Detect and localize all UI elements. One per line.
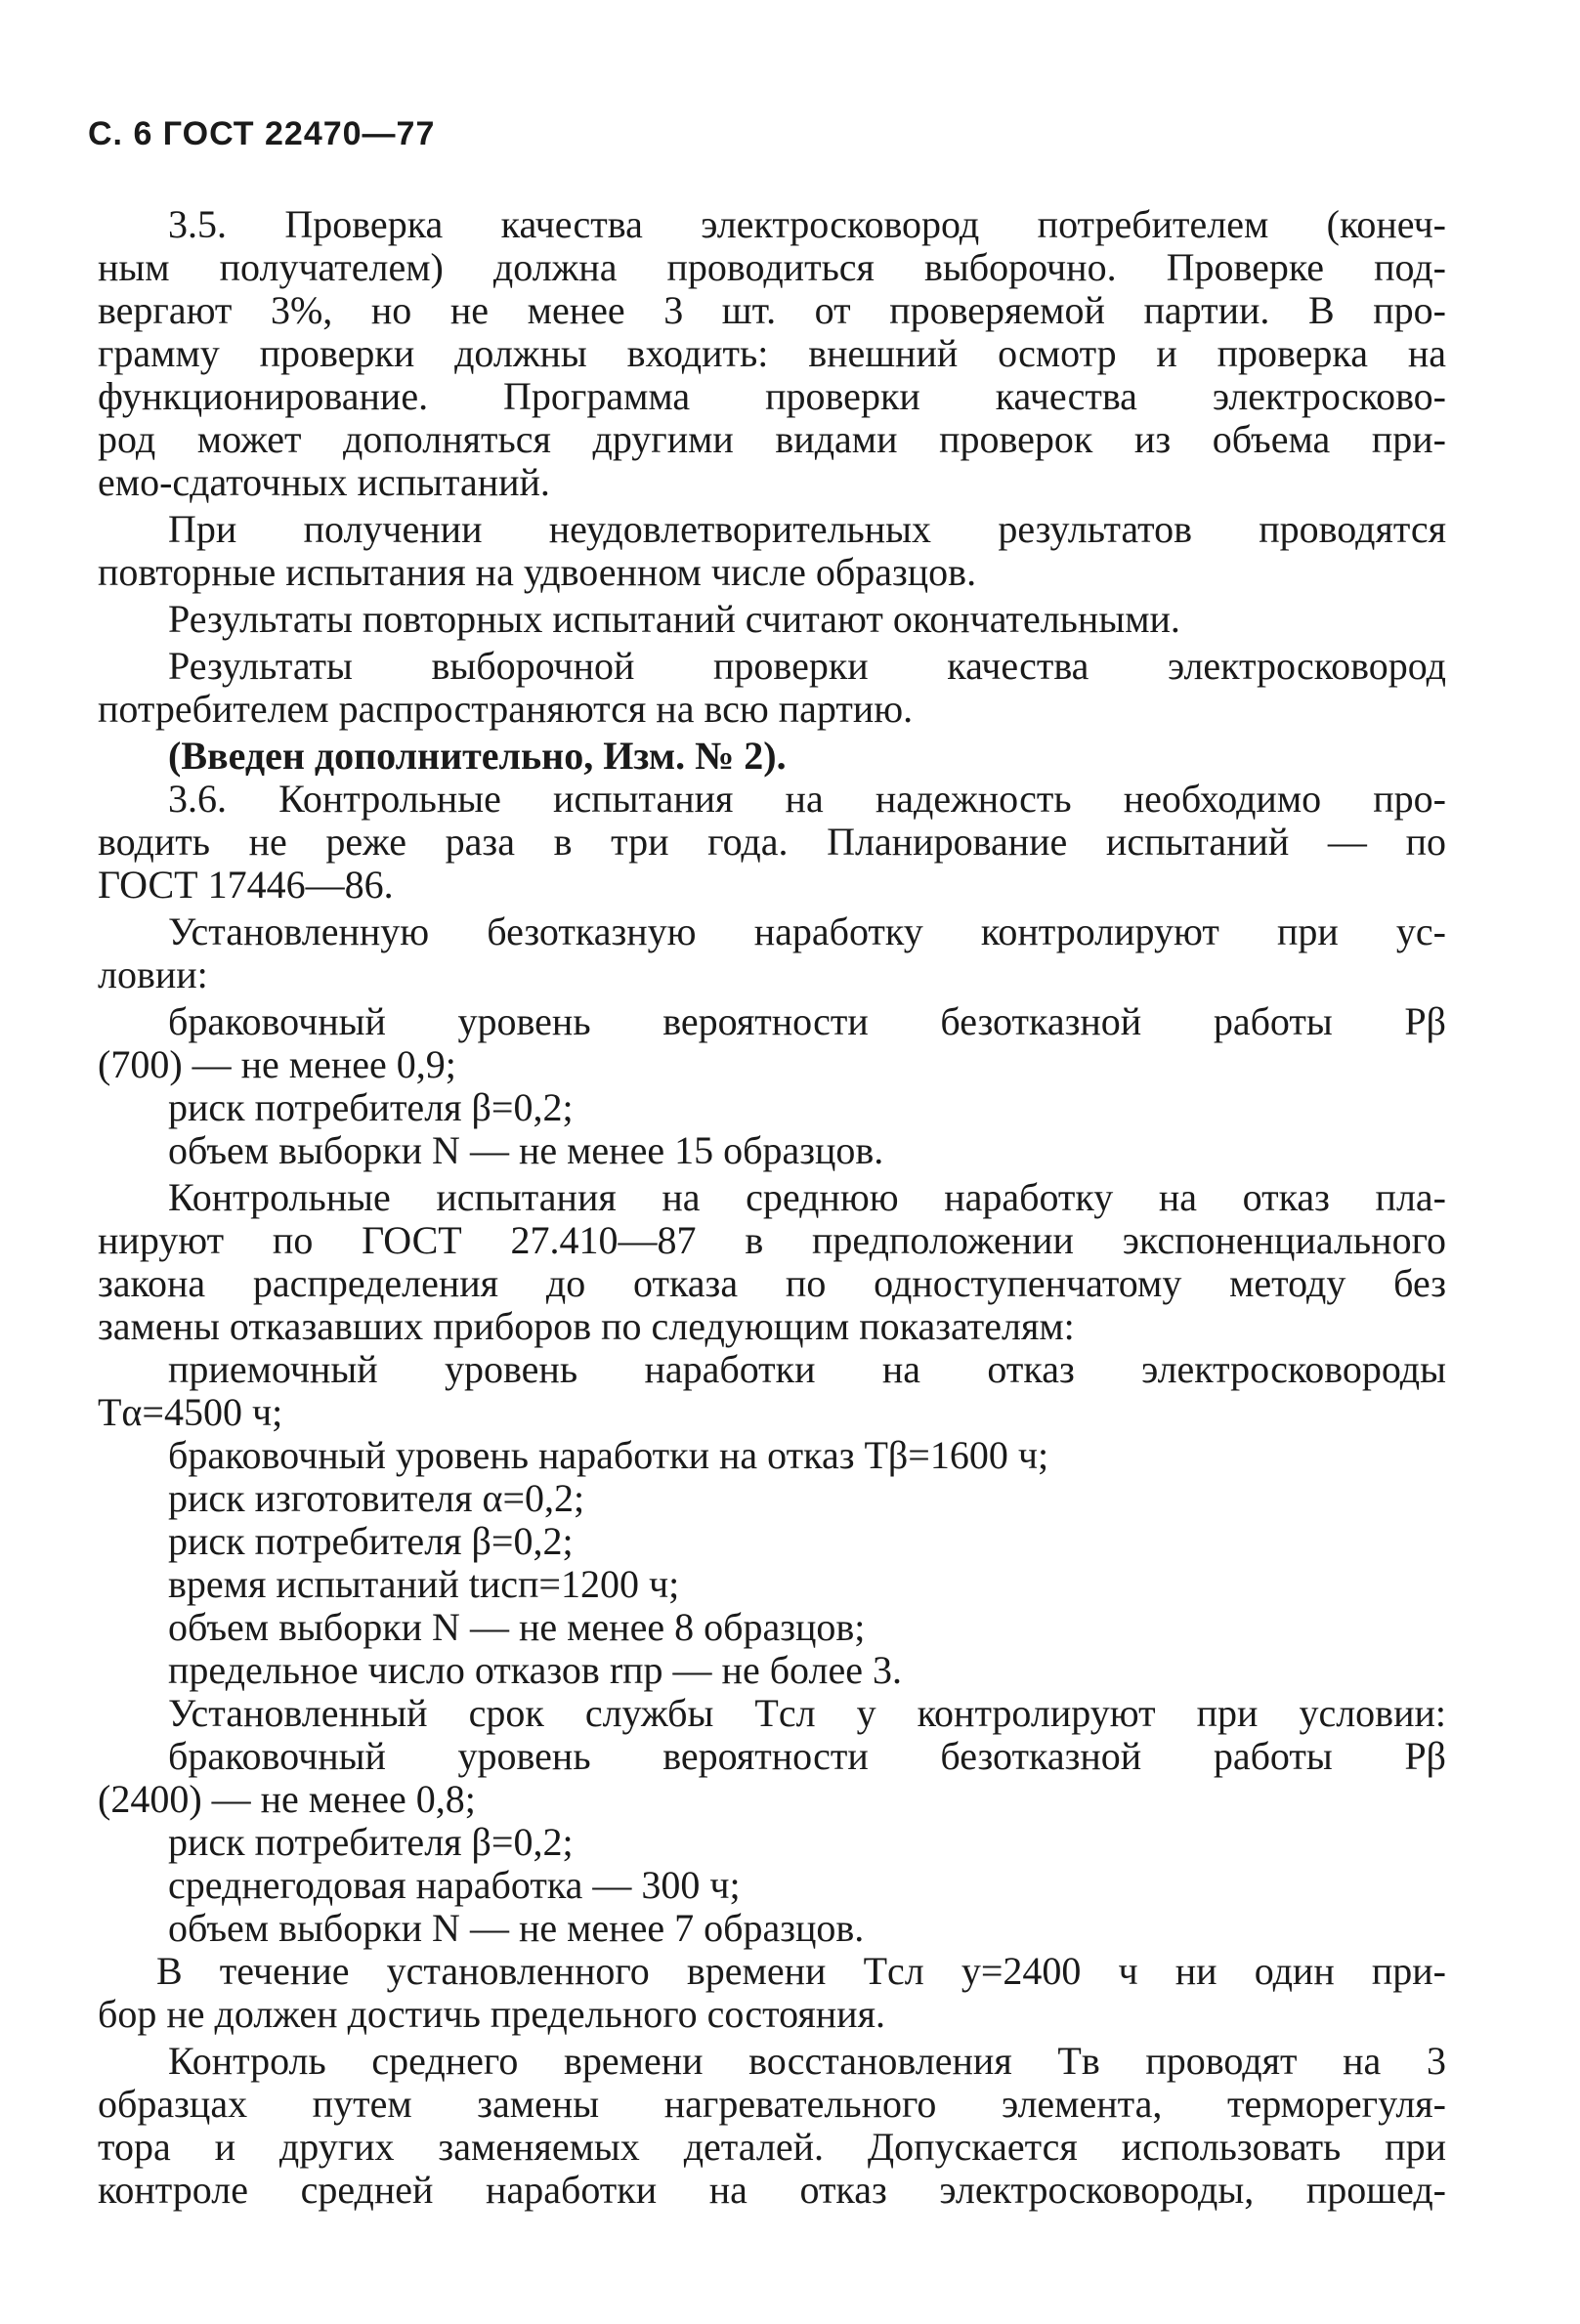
text-line: емо-сдаточных испытаний. bbox=[98, 460, 550, 504]
text-line: риск потребителя β=0,2; bbox=[168, 1820, 574, 1864]
text-line: объем выборки N — не менее 15 образцов. bbox=[168, 1128, 884, 1172]
text-line: водить не реже раза в три года. Планирование испытаний — по bbox=[98, 820, 1446, 864]
text-line: Контрольные испытания на среднюю наработку на отказ пла- bbox=[168, 1175, 1446, 1219]
text-line: тора и других заменяемых деталей. Допускается использовать при bbox=[98, 2125, 1446, 2169]
text-line: Установленный срок службы Tсл у контролируют при условии: bbox=[168, 1691, 1446, 1735]
text-line: Контроль среднего времени восстановления Tв проводят на 3 bbox=[168, 2039, 1446, 2083]
text-line: предельное число отказов rпр — не более 3. bbox=[168, 1648, 902, 1692]
text-line: (2400) — не менее 0,8; bbox=[98, 1777, 476, 1821]
page-header: С. 6 ГОСТ 22470—77 bbox=[88, 115, 436, 152]
text-line: 3.5. Проверка качества электросковород потребителем (конеч- bbox=[168, 202, 1446, 246]
text-line: При получении неудовлетворительных результатов проводятся bbox=[168, 507, 1446, 551]
text-line: В течение установленного времени Tсл у=2400 ч ни один при- bbox=[156, 1949, 1446, 1993]
text-line: браковочный уровень наработки на отказ Tβ=1600 ч; bbox=[168, 1433, 1049, 1477]
amendment-note: (Введен дополнительно, Изм. № 2). bbox=[168, 734, 787, 778]
body-text bbox=[98, 203, 1446, 2212]
text-line: ным получателем) должна проводиться выборочно. Проверке под- bbox=[98, 245, 1446, 289]
text-line: 3.6. Контрольные испытания на надежность необходимо про- bbox=[168, 777, 1446, 821]
text-line: браковочный уровень вероятности безотказной работы Pβ bbox=[168, 1734, 1446, 1778]
text-line: потребителем распространяются на всю партию. bbox=[98, 687, 914, 731]
text-line: объем выборки N — не менее 7 образцов. bbox=[168, 1906, 865, 1950]
text-line: среднегодовая наработка — 300 ч; bbox=[168, 1863, 741, 1907]
text-line: риск потребителя β=0,2; bbox=[168, 1085, 574, 1129]
text-line: ловии: bbox=[98, 952, 208, 996]
text-line: риск изготовителя α=0,2; bbox=[168, 1476, 585, 1520]
text-line: грамму проверки должны входить: внешний осмотр и проверка на bbox=[98, 331, 1446, 375]
text-line: Tα=4500 ч; bbox=[98, 1390, 283, 1434]
text-line: ГОСТ 17446—86. bbox=[98, 863, 394, 907]
text-line: бор не должен достичь предельного состояния. bbox=[98, 1992, 885, 2036]
text-line: вергают 3%, но не менее 3 шт. от проверяемой партии. В про- bbox=[98, 288, 1446, 332]
text-line: закона распределения до отказа по одноступенчатому методу без bbox=[98, 1261, 1446, 1305]
text-line: нируют по ГОСТ 27.410—87 в предположении экспоненциального bbox=[98, 1218, 1446, 1262]
text-line: время испытаний tисп=1200 ч; bbox=[168, 1562, 680, 1606]
text-line: образцах путем замены нагревательного элемента, терморегуля- bbox=[98, 2082, 1446, 2126]
text-line: контроле средней наработки на отказ электросковороды, прошед- bbox=[98, 2168, 1446, 2212]
text-line: (700) — не менее 0,9; bbox=[98, 1042, 456, 1086]
text-line: Установленную безотказную наработку контролируют при ус- bbox=[168, 909, 1446, 953]
text-line: замены отказавших приборов по следующим показателям: bbox=[98, 1304, 1075, 1348]
text-line: повторные испытания на удвоенном числе образцов. bbox=[98, 550, 977, 594]
text-line: приемочный уровень наработки на отказ электросковороды bbox=[168, 1347, 1446, 1391]
text-line: Результаты выборочной проверки качества электросковород bbox=[168, 644, 1446, 688]
text-line: риск потребителя β=0,2; bbox=[168, 1519, 574, 1563]
text-line: Результаты повторных испытаний считают окончательными. bbox=[168, 597, 1180, 641]
text-line: род может дополняться другими видами проверок из объема при- bbox=[98, 417, 1446, 461]
text-line: браковочный уровень вероятности безотказной работы Pβ bbox=[168, 999, 1446, 1043]
text-line: функционирование. Программа проверки качества электросково- bbox=[98, 374, 1446, 418]
text-line: объем выборки N — не менее 8 образцов; bbox=[168, 1605, 866, 1649]
